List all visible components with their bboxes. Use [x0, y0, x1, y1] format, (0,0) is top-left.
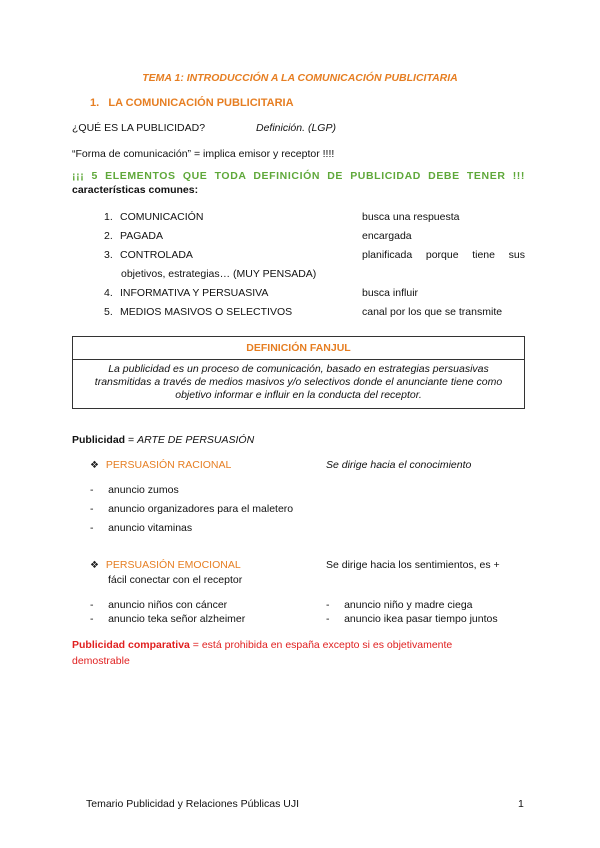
list-item: - anuncio zumos — [90, 484, 179, 496]
publicidad-value: ARTE DE PERSUASIÓN — [137, 434, 255, 446]
comparativa-label: Publicidad comparativa — [72, 639, 190, 651]
persuasion-emocional-heading — [90, 559, 241, 571]
comparativa-line — [72, 639, 452, 651]
element-desc: busca una respuesta — [362, 211, 460, 223]
definition-line: transmitidas a través de medios masivos y/o selectivos donde el anunciante tiene como — [94, 376, 503, 388]
element-desc: planificada porque tiene sus — [362, 249, 525, 261]
publicidad-line — [72, 434, 254, 446]
list-item: - anuncio teka señor alzheimer — [90, 613, 246, 625]
question-note: Definición. (LGP) — [256, 122, 336, 134]
section-title: LA COMUNICACIÓN PUBLICITARIA — [108, 97, 294, 109]
element-item: 3. CONTROLADA — [104, 249, 193, 261]
list-item: - anuncio niños con cáncer — [90, 599, 228, 611]
comparativa-line2: demostrable — [72, 655, 130, 667]
page-title: TEMA 1: INTRODUCCIÓN A LA COMUNICACIÓN PUBLICITARIA — [142, 72, 458, 84]
footer-text: Temario Publicidad y Relaciones Públicas UJI — [86, 798, 300, 810]
persuasion-emocional-label: PERSUASIÓN EMOCIONAL — [105, 559, 241, 571]
question-text: ¿QUÉ ES LA PUBLICIDAD? — [72, 122, 206, 134]
persuasion-emocional-continuation: fácil conectar con el receptor — [108, 574, 243, 586]
element-desc: encargada — [362, 230, 412, 242]
publicidad-label: Publicidad — [72, 434, 126, 446]
persuasion-racional-desc: Se dirige hacia el conocimiento — [326, 459, 472, 471]
publicidad-eq: = — [128, 434, 135, 446]
persuasion-emocional-desc: Se dirige hacia los sentimientos, es + — [326, 559, 500, 571]
page-number: 1 — [518, 798, 524, 810]
element-desc: busca influir — [362, 287, 419, 299]
definition-box — [72, 336, 525, 409]
element-item: 5. MEDIOS MASIVOS O SELECTIVOS — [104, 306, 293, 318]
section-number: 1. — [90, 97, 100, 109]
definition-box-heading: DEFINICIÓN FANJUL — [73, 337, 524, 360]
list-item: - anuncio organizadores para el maletero — [90, 503, 294, 515]
diamond-bullet-icon: ❖ — [90, 460, 99, 471]
section-heading — [90, 97, 294, 109]
element-item: 1. COMUNICACIÓN — [104, 211, 204, 223]
list-item: - anuncio niño y madre ciega — [326, 599, 473, 611]
list-item: - anuncio vitaminas — [90, 522, 193, 534]
definition-line: objetivo informar e influir en la conducta del receptor. — [175, 389, 422, 401]
element-item: 4. INFORMATIVA Y PERSUASIVA — [104, 287, 269, 299]
element-desc: canal por los que se transmite — [362, 306, 503, 318]
element-item: 2. PAGADA — [104, 230, 163, 242]
persuasion-racional-label: PERSUASIÓN RACIONAL — [105, 459, 232, 471]
definition-line: La publicidad es un proceso de comunicación, basado en estrategias persuasivas — [108, 363, 489, 375]
definition-box-body — [73, 360, 524, 402]
comparativa-text: = está prohibida en españa excepto si es objetivamente — [189, 639, 453, 651]
elements-intro-heading: ¡¡¡ 5 ELEMENTOS QUE TODA DEFINICIÓN DE PUBLICIDAD DEBE TENER !!! — [72, 170, 525, 182]
elements-intro-subheading: características comunes: — [72, 184, 199, 196]
list-item: - anuncio ikea pasar tiempo juntos — [326, 613, 498, 625]
quote-line: “Forma de comunicación” = implica emisor y receptor !!!! — [72, 148, 335, 160]
persuasion-racional-heading — [90, 459, 231, 471]
diamond-bullet-icon: ❖ — [90, 560, 99, 571]
element-continuation: objetivos, estrategias… (MUY PENSADA) — [121, 268, 317, 280]
